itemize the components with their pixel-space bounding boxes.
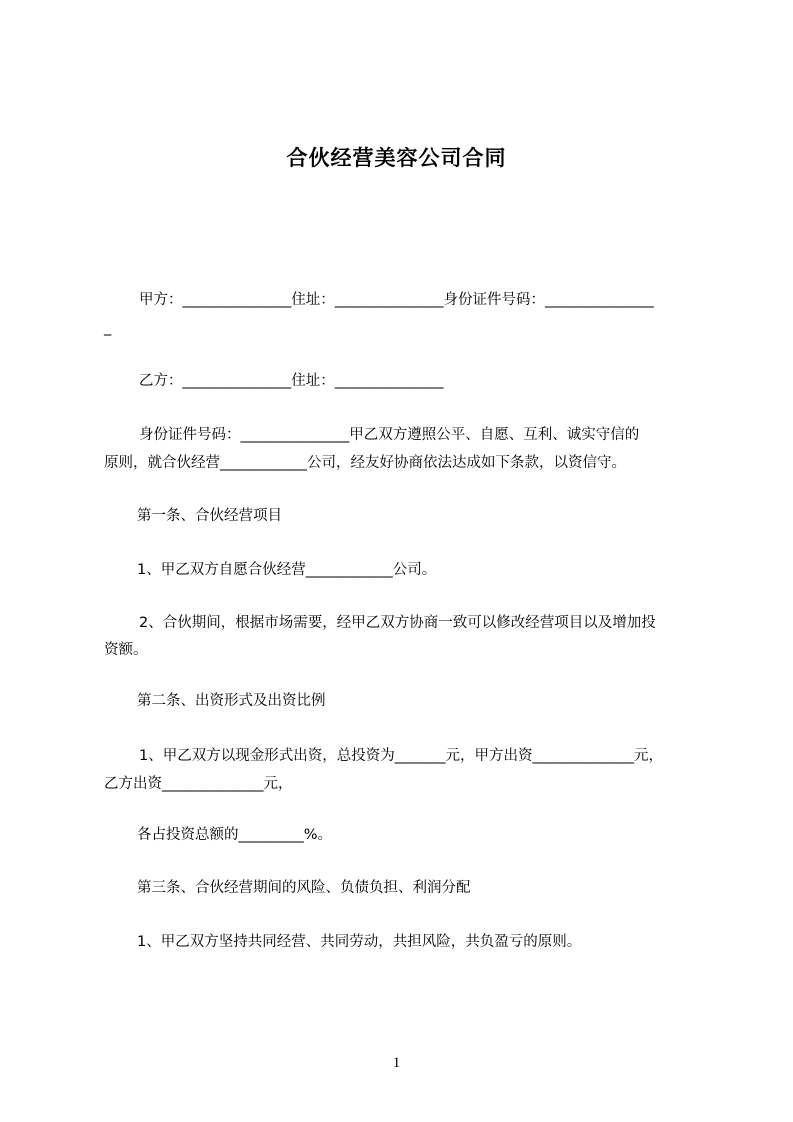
article-2-item-1-line-2: 乙方出资______________元， [104,776,293,792]
article-1-item-2-line-2: 资额。 [104,642,148,658]
intro-line-1: 身份证件号码：_______________甲乙双方遵照公平、自愿、互利、诚实守信的 [139,427,640,443]
article-3-item-1: 1、甲乙双方坚持共同经营、共同劳动，共担风险，共负盈亏的原则。 [137,934,582,950]
article-2-item-1-line-1: 1、甲乙双方以现金形式出资，总投资为_______元，甲方出资______________元， [139,748,663,764]
document-title: 合伙经营美容公司合同 [286,146,507,170]
party-a-line-wrap: _ [104,320,112,336]
article-3-heading: 第三条、合伙经营期间的风险、负债负担、利润分配 [137,880,471,896]
party-b-line: 乙方：_______________住址：_______________ [139,373,444,389]
party-a-line: 甲方：_______________住址：_______________身份证件号码：_______________ [139,292,654,308]
article-1-item-1: 1、甲乙双方自愿合伙经营____________公司。 [137,562,437,578]
article-2-share: 各占投资总额的_________%。 [137,827,333,843]
article-1-item-2-line-1: 2、合伙期间，根据市场需要，经甲乙双方协商一致可以修改经营项目以及增加投 [139,615,656,631]
article-1-heading: 第一条、合伙经营项目 [137,508,282,524]
intro-line-2: 原则，就合伙经营____________公司，经友好协商依法达成如下条款，以资信守。 [104,455,626,471]
article-2-heading: 第二条、出资形式及出资比例 [137,693,326,709]
page-number: 1 [392,1055,401,1071]
